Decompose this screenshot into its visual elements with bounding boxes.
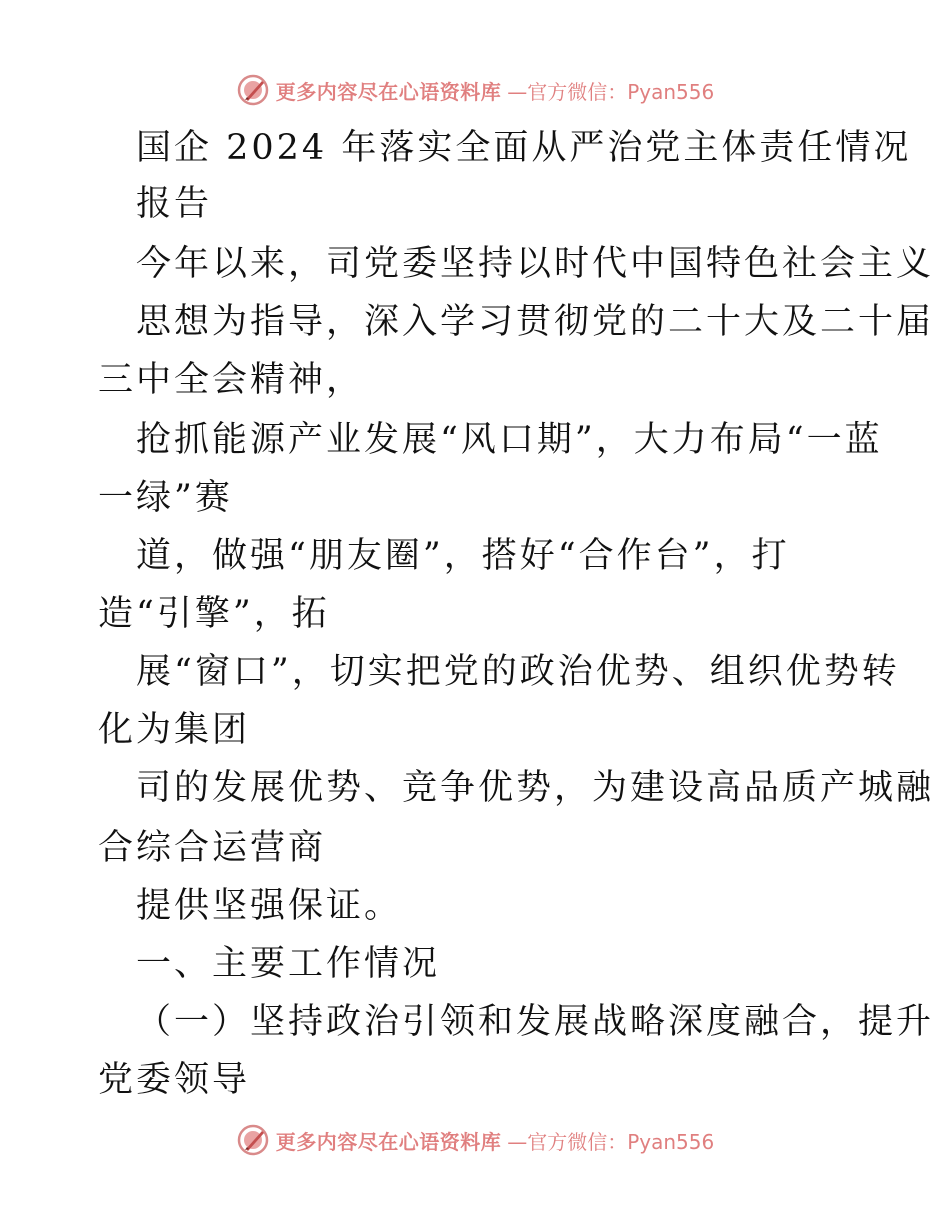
subsection-heading-cont: 党委领导	[98, 1060, 251, 1100]
watermark-main-text: 更多内容尽在心语资料库	[275, 79, 502, 104]
body-line: 合综合运营商	[98, 828, 327, 868]
body-line: 三中全会精神，	[98, 360, 365, 400]
pen-logo-icon	[236, 1123, 270, 1157]
pen-logo-icon	[236, 73, 270, 107]
body-line: 展“窗口”，切实把党的政治优势、组织优势转	[136, 652, 900, 692]
body-line: 提供坚强保证。	[136, 886, 403, 926]
watermark-wechat-text: —官方微信：Pyan556	[507, 79, 715, 104]
footer-watermark-banner	[0, 1120, 950, 1160]
body-line: 今年以来，司党委坚持以时代中国特色社会主义	[136, 244, 935, 284]
title-line-2: 报告	[136, 184, 213, 224]
body-line: 造“引擎”，拓	[98, 594, 330, 634]
body-line: 思想为指导，深入学习贯彻党的二十大及二十届	[136, 302, 935, 342]
body-line: 司的发展优势、竞争优势，为建设高品质产城融	[136, 768, 935, 808]
title-line-1: 国企 2024 年落实全面从严治党主体责任情况	[136, 128, 912, 168]
section-heading: 一、主要工作情况	[136, 944, 441, 984]
header-watermark-banner	[0, 70, 950, 110]
body-line: 抢抓能源产业发展“风口期”，大力布局“一蓝	[136, 420, 883, 460]
watermark-wechat-text: —官方微信：Pyan556	[507, 1129, 715, 1154]
body-line: 一绿”赛	[98, 478, 233, 518]
subsection-heading: （一）坚持政治引领和发展战略深度融合，提升	[136, 1002, 935, 1042]
body-line: 道，做强“朋友圈”，搭好“合作台”，打	[136, 536, 790, 576]
watermark-main-text: 更多内容尽在心语资料库	[275, 1129, 502, 1154]
body-line: 化为集团	[98, 710, 251, 750]
